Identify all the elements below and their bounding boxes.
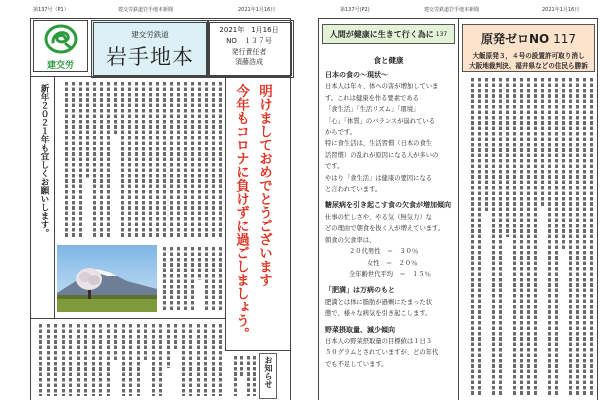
text-column (534, 78, 537, 396)
page-1-date: 2021年1月16日 (238, 7, 276, 13)
greeting-line-2: 今年もコロナに負けずに過ごしましょう。 (233, 84, 249, 341)
text-column (86, 82, 89, 179)
greeting-line-1: 明けましておめでとうございます (256, 84, 272, 287)
issue-info-date: 2021年 1月16日 (219, 26, 279, 34)
text-column (184, 247, 187, 312)
text-column (163, 82, 166, 238)
text-column (149, 82, 152, 238)
health-series-title: 人間が健康に生きて行く為に (329, 29, 434, 39)
union-logo-icon (44, 22, 78, 56)
text-column (520, 78, 523, 396)
notice-heading: お知らせ (264, 356, 273, 388)
notice-box (259, 353, 277, 399)
divider (225, 350, 291, 351)
text-column (174, 324, 177, 349)
text-column (107, 82, 110, 238)
statistic-line: ２０代男性 ＝ ３０％ (349, 248, 419, 256)
health-topic: 食と健康 (373, 56, 404, 65)
text-column (204, 324, 207, 396)
article-line: す。これは健康を作る要素である (325, 94, 419, 102)
text-column (114, 82, 117, 134)
page-2-issue: 第137号(P2) (340, 7, 370, 13)
article-line: ５０グラムとされていますが、どの年代 (325, 349, 439, 357)
page-2-paper-name: 建交労鉄道岩手地本新聞 (424, 7, 480, 13)
article-line: どの理由で朝食を抜く人が増えています。 (325, 225, 445, 233)
column-divider (458, 18, 459, 400)
cherry-tree-mountain-photo (57, 245, 157, 312)
nuclear-series-number: 117 (553, 32, 576, 46)
text-column (555, 78, 558, 396)
text-column (513, 78, 516, 396)
text-column (92, 324, 95, 396)
text-column (167, 324, 170, 368)
text-column (142, 82, 145, 238)
text-column (54, 324, 57, 396)
nuclear-subhead: 大阪地裁判決、福井県などの住民ら勝訴 (469, 62, 588, 70)
section-heading: 日本の食の～現状～ (325, 71, 388, 79)
text-column (191, 82, 194, 238)
issue-info-publisher: 須藤浩成 (235, 58, 263, 66)
text-column (184, 82, 187, 238)
page-1-paper-name: 建交労鉄道岩手地本新聞 (118, 7, 174, 13)
text-column (107, 324, 110, 396)
text-column (170, 82, 173, 238)
text-column (541, 78, 544, 206)
article-line: と言われています。 (325, 186, 382, 194)
text-column (234, 356, 237, 396)
text-column (569, 78, 572, 396)
masthead-kicker: 建交労鉄道 (131, 30, 169, 39)
text-column (128, 82, 131, 238)
masthead-title: 岩手地本 (106, 45, 194, 69)
text-column (163, 247, 166, 312)
text-column (177, 247, 180, 312)
section-heading: 野菜摂取量、減少傾向 (325, 325, 395, 334)
article-line: 朝食の欠食率は、 (325, 236, 376, 244)
section-heading: 「肥満」は万病のもと (325, 286, 395, 295)
text-column (527, 78, 530, 396)
text-column (212, 247, 215, 312)
text-column (471, 78, 474, 396)
article-line: 日本人は年々、体への害が増加していま (325, 83, 439, 91)
article-line: 態で、様々な病気を引き起こします。 (325, 310, 432, 318)
text-column (69, 324, 72, 396)
article-line: でも不足しています。 (325, 360, 388, 368)
divider (30, 318, 225, 319)
text-column (135, 82, 138, 238)
text-column (499, 78, 502, 396)
section-heading: 糖尿病を引き起こす食の欠食が増加傾向 (325, 201, 451, 210)
nuclear-series-title-row (462, 30, 595, 47)
text-column (114, 324, 117, 360)
text-column (562, 78, 565, 250)
page-1-issue: 第137号（P1） (33, 7, 69, 13)
health-series-header (322, 24, 455, 44)
text-column (485, 78, 488, 213)
text-column (219, 82, 222, 238)
divider (30, 76, 291, 77)
text-column (77, 324, 80, 396)
text-column (177, 82, 180, 238)
text-column (198, 82, 201, 238)
text-column (129, 324, 132, 396)
page-2-date: 2021年1月16日 (542, 7, 580, 13)
article-line: です。 (325, 163, 344, 171)
text-column (240, 356, 243, 377)
new-year-note: 新年２０２１年も宜しくお願いします。 (39, 84, 49, 237)
text-column (100, 82, 103, 238)
text-column (583, 78, 586, 396)
article-line: 「食生活」「生活リズム」「環境」 (325, 106, 420, 114)
divider (54, 76, 55, 318)
text-column (219, 247, 222, 312)
text-column (121, 82, 124, 238)
health-article-body (325, 70, 455, 370)
text-column (62, 324, 65, 396)
text-column (205, 247, 208, 312)
article-line: 活習慣）の乱れが原因になる人が多いの (325, 151, 439, 159)
health-series-number: 137 (435, 30, 448, 38)
text-column (548, 78, 551, 396)
text-column (156, 82, 159, 238)
text-column (212, 82, 215, 238)
text-column (79, 82, 82, 238)
article-line: 「心」「体質」のバランスが崩れている (325, 117, 436, 125)
text-column (84, 324, 87, 396)
text-column (47, 324, 50, 396)
issue-info-publisher-label: 発行責任者 (231, 48, 267, 56)
text-column (170, 247, 173, 312)
text-column (198, 247, 201, 280)
text-column (72, 82, 75, 238)
text-column (137, 324, 140, 396)
text-column (478, 78, 481, 396)
article-line: 特に食生活は、生活習慣（日本の食生 (325, 140, 433, 148)
text-column (122, 324, 125, 396)
article-line: やはり「食生活」は健康の要因になる (325, 174, 433, 182)
text-column (99, 324, 102, 396)
article-line: 日本人の野菜摂取量の目標値は１日３ (325, 337, 433, 345)
text-column (576, 78, 579, 396)
statistic-line: 女性 ＝ ２０％ (367, 259, 418, 267)
text-column (253, 356, 256, 396)
text-column (205, 82, 208, 238)
article-line: 肥満とは体に脂肪が過剰にたまった状 (325, 298, 433, 306)
text-column (182, 324, 185, 396)
nuclear-headline: 大飯原発３，４号の設置許可取り消し (472, 52, 585, 60)
text-column (247, 356, 250, 396)
text-column (39, 324, 42, 396)
text-column (212, 324, 215, 396)
text-column (159, 324, 162, 396)
text-column (492, 78, 495, 396)
text-column (590, 78, 593, 396)
text-column (197, 324, 200, 396)
statistic-line: 全年齢世代平均 ＝ １５％ (349, 270, 431, 278)
text-column (65, 82, 68, 238)
divider (225, 76, 226, 350)
text-column (189, 324, 192, 396)
text-column (219, 324, 222, 396)
text-column (152, 324, 155, 396)
issue-info-number: NO １３７号 (226, 37, 272, 45)
logo-label: 建交労 (46, 61, 74, 71)
text-column (144, 324, 147, 362)
article-line: からです。 (325, 129, 356, 137)
text-column (506, 78, 509, 237)
article-line: 仕事の忙しさや、やる気（無気力）な (325, 213, 432, 221)
text-column (191, 247, 194, 312)
text-column (93, 82, 96, 238)
nuclear-series-title: 原発ゼロNO (481, 32, 550, 46)
